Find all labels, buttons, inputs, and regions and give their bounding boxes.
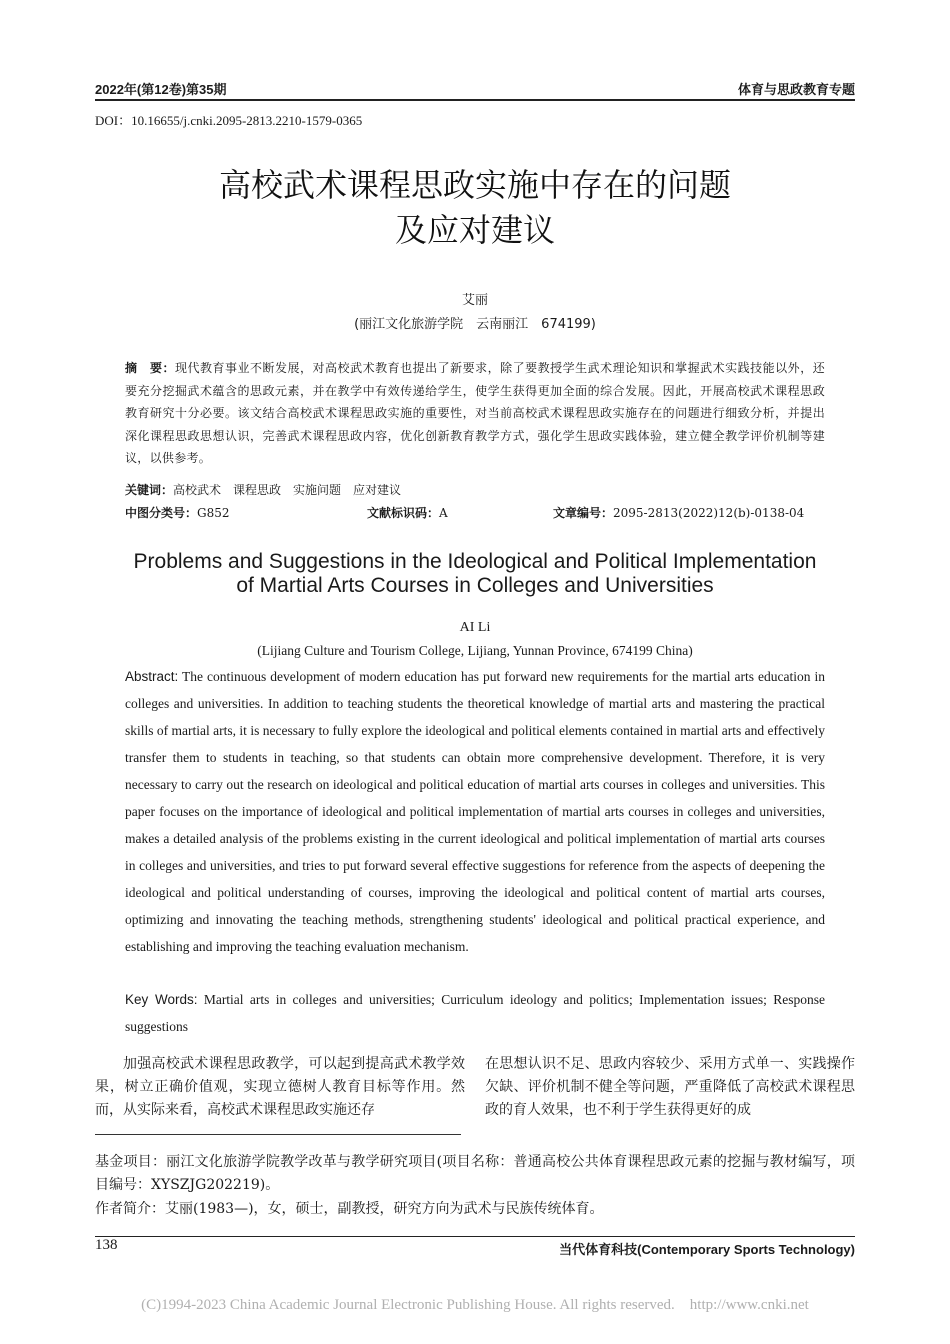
chinese-abstract	[125, 357, 825, 470]
en-title-line-2: of Martial Arts Courses in Colleges and Universities	[236, 574, 714, 597]
title-line-1: 高校武术课程思政实施中存在的问题	[218, 166, 731, 204]
document-code: 文献标识码：A	[367, 506, 448, 520]
paper-title	[95, 163, 855, 253]
english-keywords	[125, 986, 825, 1040]
running-header	[95, 79, 855, 101]
fund-note: 基金项目：丽江文化旅游学院教学改革与教学研究项目(项目名称：普通高校公共体育课程思政元素的挖掘与教材编写，项目编号：XYSZJG202219)。	[95, 1154, 855, 1193]
page-number: 138	[95, 1237, 118, 1253]
en-keywords-label: Key Words:	[125, 992, 198, 1007]
classification-row	[125, 504, 825, 524]
issue-info: 2022年(第12卷)第35期	[95, 82, 227, 97]
author: 艾丽	[461, 293, 488, 308]
chinese-keywords	[125, 480, 825, 500]
column-name: 体育与思政教育专题	[737, 82, 855, 97]
keywords-text: 高校武术 课程思政 实施问题 应对建议	[173, 483, 402, 497]
en-keywords-text: Martial arts in colleges and universities; Curriculum ideology and politics; Implementation issues; Response suggestions	[125, 992, 825, 1034]
english-abstract	[125, 663, 825, 960]
en-abstract-label: Abstract:	[125, 669, 179, 684]
body-right-column: 在思想认识不足、思政内容较少、采用方式单一、实践操作欠缺、评价机制不健全等问题，严重降低了高校武术课程思政的育人效果，也不利于学生获得更好的成	[485, 1056, 855, 1118]
affiliation: (丽江文化旅游学院 云南丽江 674199)	[354, 317, 596, 332]
copyright-watermark: (C)1994-2023 China Academic Journal Electronic Publishing House. All rights reserved. http://www.cnki.net	[141, 1297, 809, 1313]
english-title	[95, 550, 855, 598]
keywords-label: 关键词：	[125, 483, 174, 497]
article-number: 文章编号：2095-2813(2022)12(b)-0138-04	[553, 506, 805, 520]
running-footer	[95, 1237, 855, 1259]
english-affiliation: (Lijiang Culture and Tourism College, Lijiang, Yunnan Province, 674199 China)	[257, 643, 693, 658]
doi: DOI：10.16655/j.cnki.2095-2813.2210-1579-0365	[95, 113, 363, 128]
en-abstract-text: The continuous development of modern education has put forward new requirements for the martial arts education in colleges and universities. In addition to teaching students the theoretical knowledge of martial arts and mastering the practical skills of martial arts, it is necessary to fully explore the ideological and political elements contained in martial arts and effectively transfer them to students in teaching, so that students can obtain more comprehensive development. Therefore, it is very necessary to carry out the research on ideological and political education of martial arts courses in colleges and universities. This paper focuses on the importance of ideological and political implementation of martial arts courses in colleges and universities, makes a detailed analysis of the problems existing in the current ideological and political implementation of martial arts courses in colleges and universities, and tries to put forward several effective suggestions for reference from the aspects of deepening the ideological and political understanding of courses, improving the ideological and political content of martial arts courses, optimizing and innovating the teaching methods, strengthening students' ideological and political practical experience, and establishing and improving the teaching evaluation mechanism.	[125, 669, 825, 954]
body-left-column: 加强高校武术课程思政教学，可以起到提高武术教学效果，树立正确价值观，实现立德树人教育目标等作用。然而，从实际来看，高校武术课程思政实施还存	[95, 1056, 465, 1118]
footnote-rule	[95, 1134, 461, 1135]
clc-number: 中图分类号：G852	[125, 506, 230, 520]
en-title-line-1: Problems and Suggestions in the Ideological and Political Implementation	[133, 550, 817, 573]
journal-name: 当代体育科技(Contemporary Sports Technology)	[559, 1242, 855, 1257]
english-author: AI Li	[459, 620, 491, 635]
header-rule	[95, 99, 855, 101]
abstract-label: 摘 要：	[125, 361, 176, 375]
title-line-2: 及应对建议	[394, 211, 555, 249]
author-bio: 作者简介：艾丽(1983—)，女，硕士，副教授，研究方向为武术与民族传统体育。	[95, 1201, 604, 1217]
abstract-text: 现代教育事业不断发展，对高校武术教育也提出了新要求，除了要教授学生武术理论知识和掌握武术实践技能以外，还要充分挖掘武术蕴含的思政元素，并在教学中有效传递给学生，使学生获得更加全面的综合发展。因此，开展高校武术课程思政教育研究十分必要。该文结合高校武术课程思政实施的重要性，对当前高校武术课程思政实施存在的问题进行细致分析，并提出深化课程思政思想认识，完善武术课程思政内容，优化创新教育教学方式，强化学生思政实践体验，建立健全教学评价机制等建议，以供参考。	[125, 361, 825, 465]
